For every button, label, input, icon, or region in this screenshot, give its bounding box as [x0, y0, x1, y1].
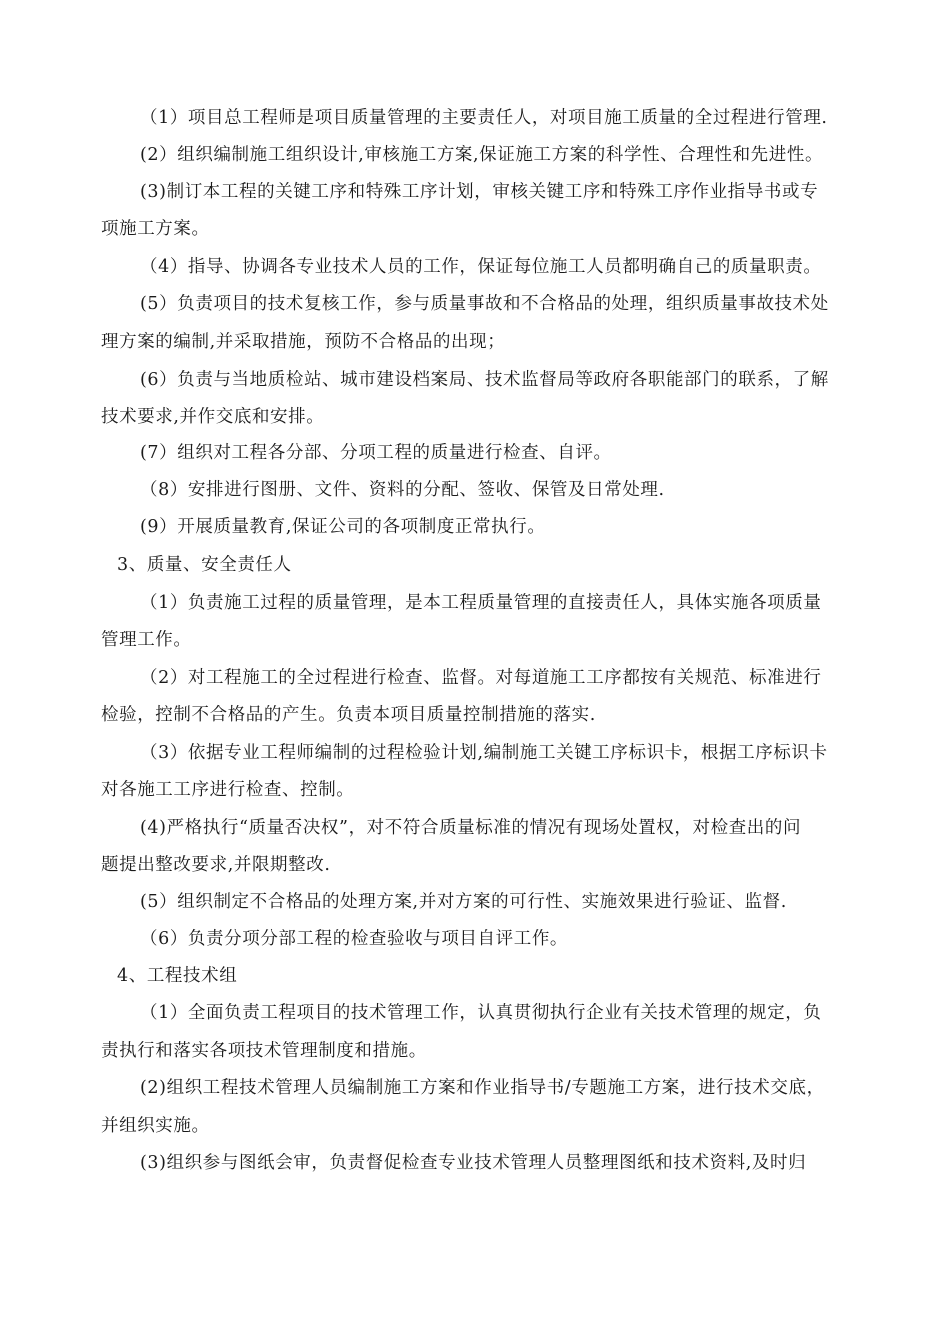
text-line: (4)严格执行“质量否决权”，对不符合质量标准的情况有现场处置权，对检查出的问 — [140, 818, 802, 838]
text-line: （4）指导、协调各专业技术人员的工作，保证每位施工人员都明确自己的质量职责。 — [140, 257, 822, 277]
text-line: (2)组织工程技术管理人员编制施工方案和作业指导书/专题施工方案，进行技术交底， — [140, 1078, 825, 1098]
text-line: （3）依据专业工程师编制的过程检验计划,编制施工关键工序标识卡，根据工序标识卡 — [140, 743, 828, 763]
text-line: (3)制订本工程的关键工序和特殊工序计划，审核关键工序和特殊工序作业指导书或专 — [140, 182, 819, 202]
text-line: 检验，控制不合格品的产生。负责本项目质量控制措施的落实. — [101, 705, 596, 725]
text-line: （1）全面负责工程项目的技术管理工作，认真贯彻执行企业有关技术管理的规定，负 — [140, 1003, 822, 1023]
text-line: 对各施工工序进行检查、控制。 — [101, 780, 355, 800]
text-line: 并组织实施。 — [101, 1116, 210, 1136]
text-line: （1）项目总工程师是项目质量管理的主要责任人，对项目施工质量的全过程进行管理. — [140, 108, 828, 128]
text-line: （8）安排进行图册、文件、资料的分配、签收、保管及日常处理. — [140, 480, 665, 500]
text-line: 项施工方案。 — [101, 219, 210, 239]
text-line: (2）组织编制施工组织设计,审核施工方案,保证施工方案的科学性、合理性和先进性。 — [140, 145, 824, 165]
text-line: (5）负责项目的技术复核工作，参与质量事故和不合格品的处理，组织质量事故技术处 — [140, 294, 829, 314]
text-line: 题提出整改要求,并限期整改. — [101, 855, 331, 875]
text-line: 理方案的编制,并采取措施，预防不合格品的出现； — [101, 332, 506, 352]
section-heading: 4、工程技术组 — [117, 966, 238, 986]
text-line: (7）组织对工程各分部、分项工程的质量进行检查、自评。 — [140, 443, 612, 463]
text-line: （1）负责施工过程的质量管理，是本工程质量管理的直接责任人，具体实施各项质量 — [140, 593, 822, 613]
text-line: 责执行和落实各项技术管理制度和措施。 — [101, 1041, 427, 1061]
text-line: (3)组织参与图纸会审，负责督促检查专业技术管理人员整理图纸和技术资料,及时归 — [140, 1153, 807, 1173]
text-line: （6）负责分项分部工程的检查验收与项目自评工作。 — [140, 929, 569, 949]
text-line: (5）组织制定不合格品的处理方案,并对方案的可行性、实施效果进行验证、监督. — [140, 892, 787, 912]
text-line: （2）对工程施工的全过程进行检查、监督。对每道施工工序都按有关规范、标准进行 — [140, 668, 822, 688]
text-line: (6）负责与当地质检站、城市建设档案局、技术监督局等政府各职能部门的联系，了解 — [140, 370, 829, 390]
text-line: 技术要求,并作交底和安排。 — [101, 407, 325, 427]
text-line: (9）开展质量教育,保证公司的各项制度正常执行。 — [140, 517, 546, 537]
text-line: 管理工作。 — [101, 630, 192, 650]
section-heading: 3、质量、安全责任人 — [117, 555, 292, 575]
